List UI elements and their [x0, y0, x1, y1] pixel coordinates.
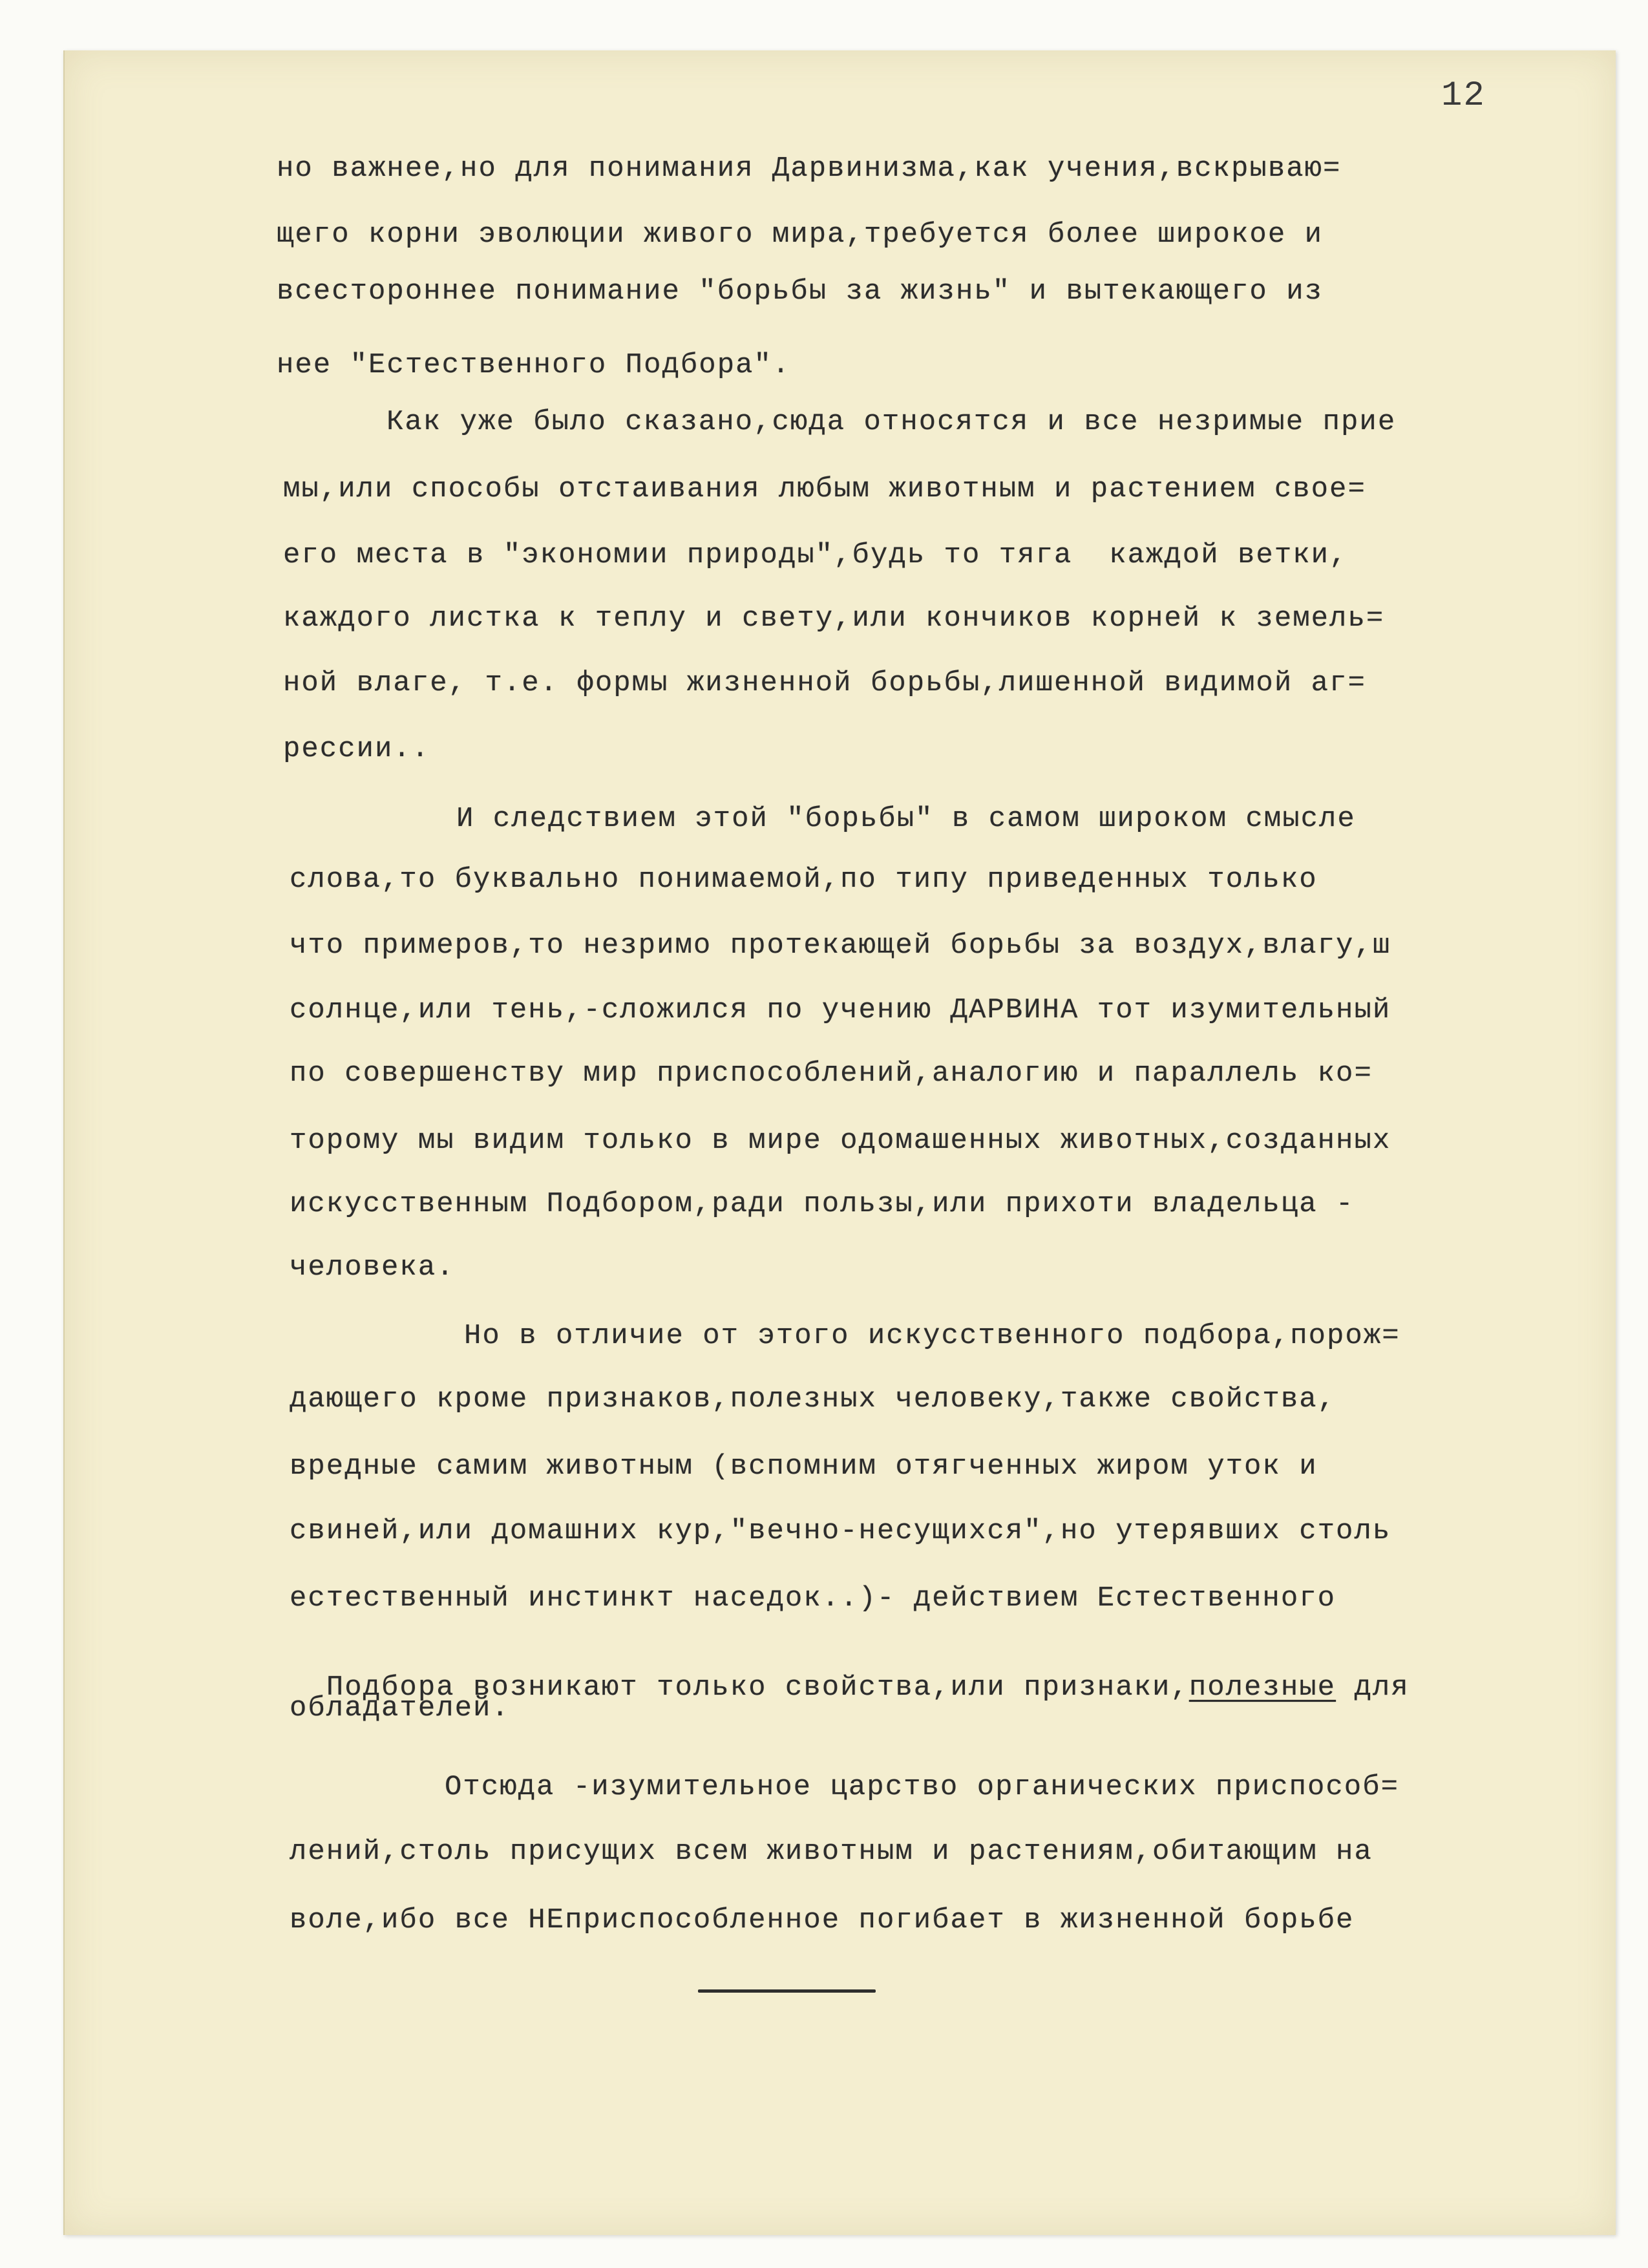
- text-line: по совершенству мир приспособлений,аналогию и параллель ко=: [290, 1057, 1373, 1090]
- text-line: слова,то буквально понимаемой,по типу приведенных только: [290, 864, 1318, 896]
- closing-rule: [698, 1989, 876, 1993]
- text-line: но важнее,но для понимания Дарвинизма,как учения,вскрываю=: [277, 153, 1342, 185]
- text-line: каждого листка к теплу и свету,или кончиков корней к земель=: [283, 602, 1385, 635]
- text-line: дающего кроме признаков,полезных человеку,также свойства,: [290, 1383, 1336, 1415]
- text-line: обладателей.: [290, 1692, 510, 1724]
- underlined-word: полезные: [1188, 1671, 1336, 1704]
- text-line: искусственным Подбором,ради пользы,или прихоти владельца -: [290, 1188, 1355, 1220]
- text-line: солнце,или тень,-сложился по учению ДАРВИНА тот изумительный: [290, 994, 1391, 1026]
- text-segment: Подбора возникают только свойства,или признаки,: [326, 1671, 1189, 1704]
- text-line: Отсюда -изумительное царство органических приспособ=: [445, 1771, 1400, 1803]
- text-line: нее "Естественного Подбора".: [277, 349, 791, 381]
- text-line: Но в отличие от этого искусственного подбора,порож=: [464, 1320, 1400, 1352]
- text-line: его места в "экономии природы",будь то тяга каждой ветки,: [283, 539, 1348, 571]
- text-line: И следствием этой "борьбы" в самом широком смысле: [456, 803, 1356, 835]
- text-line: мы,или способы отстаивания любым животным и растением свое=: [283, 473, 1366, 505]
- text-segment: для: [1336, 1671, 1410, 1704]
- text-line: щего корни эволюции живого мира,требуется более широкое и: [277, 218, 1324, 251]
- text-line: воле,ибо все НЕприспособленное погибает в жизненной борьбе: [290, 1904, 1355, 1936]
- text-line: лений,столь присущих всем животным и растениям,обитающим на: [290, 1836, 1373, 1868]
- page-number: 12: [1441, 76, 1486, 116]
- text-line: рессии..: [283, 733, 430, 765]
- text-line: ной влаге, т.е. формы жизненной борьбы,лишенной видимой аг=: [283, 667, 1366, 699]
- text-line: вредные самим животным (вспомним отягченных жиром уток и: [290, 1450, 1318, 1483]
- text-line: что примеров,то незримо протекающей борьбы за воздух,влагу,ш: [290, 929, 1391, 962]
- text-line: человека.: [290, 1251, 455, 1284]
- text-line: Как уже было сказано,сюда относятся и все незримые прие: [386, 406, 1397, 438]
- text-line: торому мы видим только в мире одомашенных животных,созданных: [290, 1125, 1391, 1157]
- text-line: естественный инстинкт наседок..)- действием Естественного: [290, 1582, 1336, 1615]
- text-line: всестороннее понимание "борьбы за жизнь" и вытекающего из: [277, 275, 1324, 308]
- text-line: свиней,или домашних кур,"вечно-несущихся",но утерявших столь: [290, 1515, 1391, 1547]
